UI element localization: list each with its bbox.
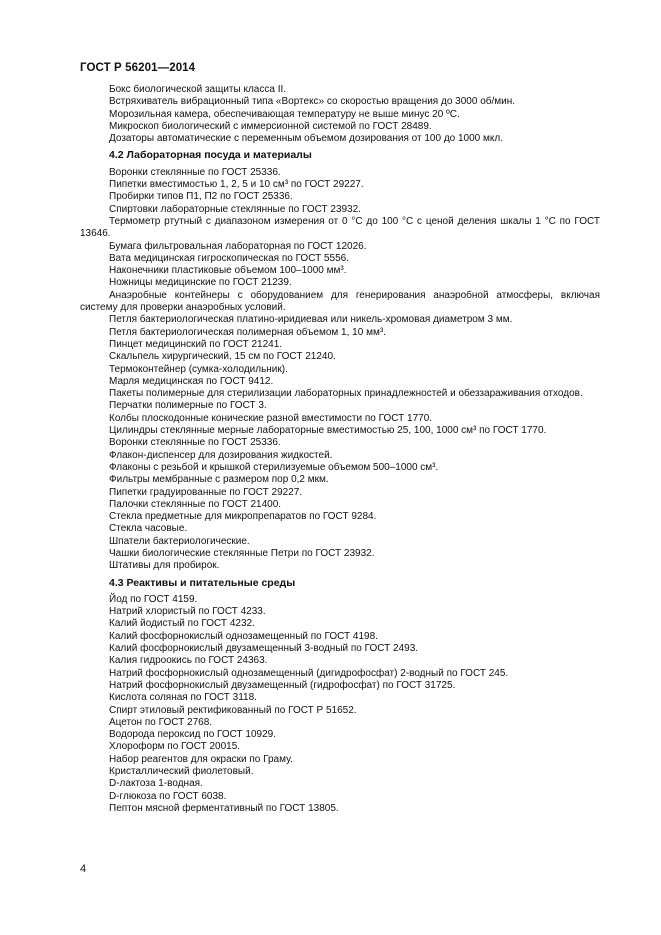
list-item: Чашки биологические стеклянные Петри по ГОСТ 23932. — [109, 547, 375, 559]
list-item: D-лактоза 1-водная. — [109, 778, 203, 790]
list-item: Встряхиватель вибрационный типа «Вортекс» со скоростью вращения до 3000 об/мин. — [109, 96, 516, 108]
section-title-4-3: 4.3 Реактивы и питательные среды — [109, 576, 296, 589]
list-item: Петля бактериологическая платино-иридиевая или никель-хромовая диаметром 3 мм. — [109, 314, 513, 326]
list-item: Палочки стеклянные по ГОСТ 21400. — [109, 498, 282, 510]
list-item: Скальпель хирургический, 15 см по ГОСТ 21240. — [109, 351, 336, 363]
list-item: Цилиндры стеклянные мерные лабораторные вместимостью 25, 100, 1000 см³ по ГОСТ 1770. — [109, 425, 547, 437]
document-body — [80, 84, 600, 815]
list-item: Бумага фильтровальная лабораторная по ГОСТ 12026. — [109, 240, 367, 252]
equipment-list — [80, 84, 600, 145]
list-item: Пробирки типов П1, П2 по ГОСТ 25336. — [109, 191, 293, 203]
list-item: Натрий фосфорнокислый однозамещенный (дигидрофосфат) 2-водный по ГОСТ 245. — [109, 667, 509, 679]
list-item-paragraph: Пакеты полимерные для стерилизации лабораторных принадлежностей и обеззараживания отходов. — [109, 388, 583, 400]
list-item: Хлороформ по ГОСТ 20015. — [109, 741, 241, 753]
section-title-4-2: 4.2 Лабораторная посуда и материалы — [109, 149, 312, 162]
list-item: Кристаллический фиолетовый. — [109, 766, 254, 778]
list-item: Калий йодистый по ГОСТ 4232. — [109, 618, 255, 630]
list-item: Спирт этиловый ректификованный по ГОСТ Р 51652. — [109, 704, 357, 716]
list-item: Кислота соляная по ГОСТ 3118. — [109, 692, 257, 704]
list-item: Шпатели бактериологические. — [109, 535, 250, 547]
list-item: D-глюкоза по ГОСТ 6038. — [109, 790, 227, 802]
list-item: Марля медицинская по ГОСТ 9412. — [109, 375, 274, 387]
list-item-paragraph: Анаэробные контейнеры с оборудованием для генерирования анаэробной атмосферы, включая систему для проверки анаэробных условий. — [80, 289, 600, 314]
list-item: Бокс биологической защиты класса II. — [109, 84, 287, 95]
list-item: Набор реагентов для окраски по Граму. — [109, 753, 293, 765]
list-item: Ацетон по ГОСТ 2768. — [109, 716, 213, 728]
labware-list — [80, 167, 600, 573]
list-item: Ножницы медицинские по ГОСТ 21239. — [109, 277, 292, 289]
list-item: Калий фосфорнокислый однозамещенный по ГОСТ 4198. — [109, 630, 378, 642]
list-item: Дозаторы автоматические с переменным объемом дозирования от 100 до 1000 мкл. — [109, 133, 503, 145]
list-item: Вата медицинская гигроскопическая по ГОСТ 5556. — [109, 252, 350, 264]
page-number: 4 — [80, 863, 87, 875]
list-item: Натрий фосфорнокислый двузамещенный (гидрофосфат) по ГОСТ 31725. — [109, 679, 456, 691]
list-item: Стекла часовые. — [109, 523, 188, 535]
list-item: Колбы плоскодонные конические разной вместимости по ГОСТ 1770. — [109, 412, 433, 424]
list-item: Штативы для пробирок. — [109, 560, 220, 572]
list-item: Флакон-диспенсер для дозирования жидкостей. — [109, 449, 333, 461]
list-item: Флаконы с резьбой и крышкой стерилизуемые объемом 500–1000 см³. — [109, 461, 439, 473]
list-item: Пипетки градуированные по ГОСТ 29227. — [109, 486, 303, 498]
list-item: Пипетки вместимостью 1, 2, 5 и 10 см³ по ГОСТ 29227. — [109, 179, 364, 191]
list-item: Морозильная камера, обеспечивающая температуру не выше минус 20 ºС. — [109, 108, 460, 120]
list-item: Наконечники пластиковые объемом 100–1000 мм³. — [109, 265, 347, 277]
document-header: ГОСТ Р 56201—2014 — [80, 62, 196, 74]
list-item: Стекла предметные для микропрепаратов по ГОСТ 9284. — [109, 511, 377, 523]
list-item-paragraph: Термометр ртутный с диапазоном измерения от 0 °С до 100 °С с ценой деления шкалы 1 °С по ГОСТ 13646. — [80, 215, 600, 240]
list-item: Воронки стеклянные по ГОСТ 25336. — [109, 437, 281, 449]
list-item: Калия гидроокись по ГОСТ 24363. — [109, 655, 268, 667]
list-item: Термоконтейнер (сумка-холодильник). — [109, 363, 288, 375]
list-item: Воронки стеклянные по ГОСТ 25336. — [109, 166, 281, 178]
reagents-list — [80, 594, 600, 815]
list-item: Натрий хлористый по ГОСТ 4233. — [109, 606, 266, 618]
list-item: Спиртовки лабораторные стеклянные по ГОСТ 23932. — [109, 203, 361, 215]
list-item: Пинцет медицинский по ГОСТ 21241. — [109, 338, 283, 350]
list-item: Пептон мясной ферментативный по ГОСТ 13805. — [109, 802, 339, 814]
list-item: Перчатки полимерные по ГОСТ 3. — [109, 400, 267, 412]
list-item: Петля бактериологическая полимерная объемом 1, 10 мм³. — [109, 326, 386, 338]
list-item: Йод по ГОСТ 4159. — [109, 593, 198, 605]
list-item: Водорода пероксид по ГОСТ 10929. — [109, 729, 277, 741]
list-item: Калий фосфорнокислый двузамещенный 3-водный по ГОСТ 2493. — [109, 643, 419, 655]
list-item: Фильтры мембранные с размером пор 0,2 мкм. — [109, 474, 329, 486]
list-item: Микроскоп биологический с иммерсионной системой по ГОСТ 28489. — [109, 120, 432, 132]
